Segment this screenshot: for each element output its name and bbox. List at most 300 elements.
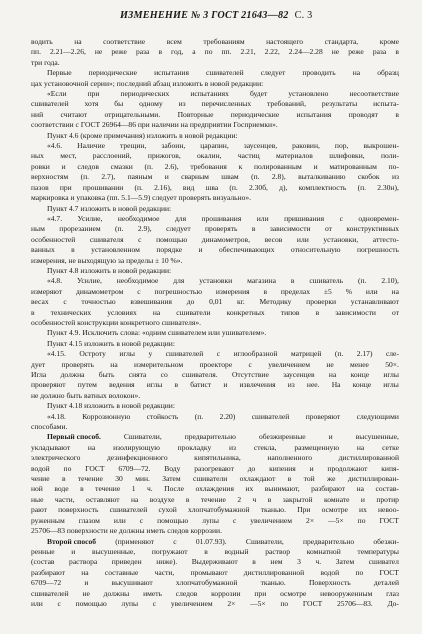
- text-segment: прорезанием: [59, 224, 101, 234]
- text-segment: 2.30б,: [249, 182, 268, 192]
- text-segment: установки,: [323, 234, 359, 244]
- text-segment: устанавливают: [350, 297, 399, 307]
- text-line: [31, 412, 399, 422]
- text-segment: ±5: [323, 286, 332, 296]
- text-segment: 2.7),: [101, 172, 116, 182]
- text-segment: 0,01: [209, 297, 223, 307]
- text-segment: считают: [60, 109, 88, 119]
- text-line: [31, 214, 399, 224]
- text-segment: бы: [114, 99, 124, 109]
- text-line: [31, 131, 399, 141]
- text-segment: кипятильника,: [194, 453, 241, 463]
- text-segment: с: [339, 213, 343, 223]
- text-segment: и: [71, 546, 76, 556]
- text-segment: в: [263, 286, 268, 296]
- text-segment: всем: [166, 37, 182, 46]
- text-segment: сле-: [385, 349, 399, 359]
- text-segment: ГОСТ: [379, 567, 399, 577]
- text-segment: и: [61, 161, 66, 171]
- text-segment: проверки: [306, 297, 337, 307]
- text-segment: кроме: [379, 37, 399, 46]
- text-segment: конце: [350, 370, 370, 379]
- text-segment: одновремен-: [358, 213, 399, 223]
- text-segment: менее: [350, 359, 369, 369]
- text-segment: (состав: [31, 557, 55, 567]
- text-segment: хлопчатобумажной: [187, 505, 250, 515]
- text-segment: с: [57, 598, 61, 608]
- text-segment: «Если: [47, 89, 67, 99]
- text-segment: изолирующую: [113, 442, 160, 452]
- text-segment: течение: [77, 474, 103, 484]
- text-segment: Поверхность: [308, 578, 351, 588]
- text-segment: кипя-: [381, 463, 399, 473]
- text-segment: должны: [103, 588, 130, 598]
- text-segment: глазом: [78, 515, 100, 525]
- text-segment: шва: [205, 182, 219, 192]
- text-segment: коррозии: [211, 588, 241, 598]
- text-segment: и: [198, 245, 203, 255]
- text-segment: Пункт 4.9. Исключить слова: «одним сшивателем или ушивателем».: [47, 328, 267, 338]
- text-segment: батист: [190, 380, 212, 390]
- text-segment: сшиватель: [309, 276, 344, 286]
- text-segment: Затем: [335, 557, 355, 567]
- text-segment: стандарта,: [324, 37, 359, 46]
- text-segment: со: [160, 370, 168, 379]
- text-segment: иглы: [383, 370, 399, 379]
- text-segment: тканью.: [260, 505, 286, 515]
- text-segment: на: [110, 359, 118, 369]
- text-segment: воде: [54, 484, 69, 494]
- text-segment: конкретных: [226, 307, 265, 317]
- text-segment: относительную: [290, 245, 341, 255]
- text-segment: течение: [95, 484, 121, 494]
- text-segment: пп.: [221, 47, 232, 57]
- text-segment: ч: [252, 494, 257, 504]
- text-segment: нее.: [306, 380, 320, 390]
- text-segment: невооруженным: [320, 588, 373, 598]
- page-number: С. 3: [294, 10, 313, 21]
- text-segment: в: [71, 245, 75, 255]
- text-segment: сшивателя: [89, 234, 124, 244]
- text-segment: Сшиватели,: [123, 432, 162, 442]
- text-segment: разбирают: [31, 567, 65, 577]
- text-segment: сшивателей: [165, 349, 204, 359]
- text-segment: погрешность: [357, 245, 399, 255]
- text-segment: ч.: [146, 484, 153, 494]
- text-segment: для: [173, 276, 185, 286]
- text-segment: поли-: [380, 151, 399, 161]
- text-line: [31, 151, 399, 161]
- text-segment: ные: [31, 494, 44, 504]
- text-segment: с: [173, 536, 177, 546]
- text-segment: 25706—83.: [336, 598, 373, 608]
- text-segment: и: [360, 494, 365, 504]
- text-segment: типов: [280, 307, 300, 317]
- text-segment: в: [315, 307, 320, 317]
- text-segment: высушенные,: [355, 432, 399, 442]
- text-segment: требований,: [267, 99, 306, 109]
- text-segment: особенностей: [31, 234, 76, 244]
- text-segment: динамометром: [75, 286, 124, 296]
- text-line: [31, 266, 399, 276]
- text-segment: дистиллированной: [338, 453, 399, 463]
- text-segment: «4.7.: [47, 213, 63, 223]
- text-segment: швам: [221, 172, 239, 182]
- text-segment: полированным: [254, 161, 302, 171]
- text-segment: 50×.: [385, 359, 399, 369]
- text-segment: комнатной: [306, 546, 341, 556]
- text-segment: паяным: [127, 172, 153, 182]
- text-segment: прокладку: [177, 442, 212, 452]
- text-segment: проверяют: [31, 380, 66, 390]
- text-segment: погружают: [151, 546, 188, 556]
- text-segment: быть: [98, 370, 115, 379]
- text-segment: высушенные,: [92, 546, 136, 556]
- text-segment: соответствие: [103, 37, 146, 46]
- text-segment: ГОСТ: [302, 598, 323, 608]
- text-segment: вынимают,: [264, 484, 300, 494]
- text-segment: снята: [128, 370, 147, 379]
- text-segment: магазина: [247, 276, 277, 286]
- text-segment: сшивателей: [31, 99, 69, 109]
- text-segment: при: [254, 588, 267, 598]
- text-line: [31, 193, 399, 203]
- text-segment: погрешностью: [154, 286, 203, 296]
- text-segment: следов: [175, 588, 198, 598]
- text-segment: в: [174, 380, 179, 390]
- text-segment: 2: [237, 494, 242, 504]
- text-line: [31, 287, 399, 297]
- text-segment: матированным: [329, 161, 377, 171]
- text-line: [31, 79, 399, 89]
- text-line: [31, 256, 399, 266]
- text-line: [31, 568, 399, 578]
- document-body: [31, 37, 399, 609]
- text-segment: обеспечивающих: [218, 245, 275, 255]
- text-line: [31, 89, 399, 99]
- text-line: [31, 224, 399, 234]
- text-line: [31, 235, 399, 245]
- text-segment: 2×: [306, 515, 315, 525]
- text-segment: Игла: [31, 370, 47, 379]
- text-segment: с: [216, 349, 221, 359]
- text-segment: следующими: [356, 411, 399, 421]
- text-segment: отрицательными.: [104, 109, 161, 119]
- text-segment: мин.: [135, 474, 150, 484]
- text-segment: дистиллированной: [243, 567, 305, 577]
- text-segment: водный: [224, 546, 249, 556]
- text-segment: (п.: [229, 182, 238, 192]
- text-segment: (п.: [80, 172, 90, 182]
- text-segment: и: [84, 578, 89, 588]
- text-segment: для: [174, 213, 187, 223]
- text-segment: особенностей конструкции конкретного сшивателя».: [31, 317, 202, 327]
- text-segment: 2.8),: [271, 172, 286, 182]
- text-segment: Пункт 4.8 изложить в новой редакции:: [47, 265, 172, 275]
- text-segment: технических: [50, 307, 92, 317]
- text-segment: предварительно: [302, 536, 355, 546]
- text-segment: с: [63, 297, 67, 307]
- text-segment: обезжи-: [373, 536, 399, 546]
- text-segment: Пункт 4.15 изложить в новой редакции:: [47, 338, 175, 348]
- text-segment: составные: [104, 567, 139, 577]
- text-segment: испытаниях: [190, 89, 229, 99]
- text-segment: пределах: [280, 286, 311, 296]
- text-segment: охлаждения: [195, 484, 234, 494]
- text-segment: лупы: [202, 515, 219, 525]
- text-segment: следов: [77, 161, 99, 171]
- text-line: [31, 589, 399, 599]
- text-segment: Пункт 4.7 изложить в новой редакции:: [47, 203, 172, 213]
- text-segment: электрического: [31, 453, 81, 463]
- text-line: [31, 484, 399, 494]
- text-line: [31, 505, 399, 515]
- text-line: [31, 516, 399, 526]
- text-segment: способами.: [31, 422, 68, 432]
- text-segment: реже: [111, 47, 127, 57]
- text-segment: %: [345, 286, 352, 296]
- text-segment: необходимое: [117, 213, 160, 223]
- text-segment: проекторе: [199, 359, 233, 369]
- text-segment: Остроту: [79, 349, 106, 359]
- text-segment: с: [248, 359, 252, 369]
- text-segment: или: [256, 213, 269, 223]
- text-segment: сшивателей: [31, 588, 69, 598]
- text-segment: заусенцев: [283, 370, 315, 379]
- text-segment: сухой: [158, 505, 177, 515]
- text-segment: с: [137, 286, 141, 296]
- text-line: [31, 557, 399, 567]
- text-segment: измерительном: [134, 359, 184, 369]
- text-segment: с: [232, 515, 237, 525]
- text-segment: 2.20): [219, 411, 236, 421]
- text-segment: ГОСТ: [379, 515, 399, 525]
- text-segment: из: [178, 99, 186, 109]
- text-segment: невоо-: [378, 505, 399, 515]
- text-segment: осмотре: [280, 588, 307, 598]
- text-line: [31, 110, 399, 120]
- text-segment: (п.: [251, 172, 260, 182]
- text-segment: извлечения: [239, 380, 276, 390]
- text-segment: Наличие: [77, 141, 105, 151]
- text-segment: помощью: [75, 598, 107, 608]
- text-segment: установлено: [288, 89, 329, 99]
- text-segment: испыта-: [373, 99, 399, 109]
- text-line: [31, 297, 399, 307]
- text-segment: предварительно: [184, 432, 236, 442]
- text-segment: реже: [348, 47, 364, 57]
- text-segment: иглы: [383, 380, 399, 390]
- text-segment: из: [391, 172, 399, 182]
- text-segment: в: [80, 484, 84, 494]
- text-segment: условиях: [107, 307, 137, 317]
- text-segment: течение: [200, 494, 226, 504]
- text-segment: будет: [249, 89, 268, 99]
- text-segment: «4.15.: [47, 349, 66, 359]
- text-segment: цах установочной серии»; последний абзац изложить в новой редакции:: [31, 78, 264, 88]
- text-line: [31, 370, 399, 380]
- text-segment: частиц: [237, 151, 260, 161]
- text-segment: маркировка и упаковка (пп. 5.1—5.9) следует проверять визуально».: [31, 193, 252, 203]
- text-segment: раковин,: [292, 141, 320, 151]
- text-segment: (п.: [194, 411, 204, 421]
- text-segment: периодические: [88, 68, 138, 78]
- text-segment: 2.9),: [137, 224, 152, 234]
- text-segment: раза: [372, 47, 387, 57]
- text-line: [31, 474, 399, 484]
- text-segment: (п.: [115, 224, 124, 234]
- text-segment: в: [31, 307, 35, 317]
- text-segment: сшивателя.: [182, 370, 218, 379]
- text-segment: д),: [279, 182, 288, 192]
- text-segment: в: [395, 47, 399, 57]
- text-segment: лупы: [121, 598, 139, 608]
- text-segment: требованиям: [203, 37, 245, 46]
- text-segment: руженным: [31, 515, 65, 525]
- text-line: [31, 537, 399, 547]
- text-segment: от: [392, 307, 399, 317]
- text-segment: Методику: [259, 297, 292, 307]
- text-segment: расслоений,: [92, 151, 132, 161]
- text-line: [31, 391, 399, 401]
- text-segment: хлопчатобумажной: [175, 578, 238, 588]
- text-segment: На: [331, 380, 341, 390]
- text-segment: конце: [352, 380, 372, 390]
- text-segment: прижогов,: [147, 151, 181, 161]
- text-segment: высушивают: [111, 578, 153, 588]
- text-segment: весах: [31, 297, 49, 307]
- text-segment: комплектность: [298, 182, 347, 192]
- text-segment: помощью: [157, 515, 189, 525]
- text-segment: дезинфекционного: [106, 453, 168, 463]
- text-segment: сшиватели: [193, 474, 228, 484]
- text-segment: (применяют: [115, 536, 155, 546]
- text-segment: пазов: [31, 182, 49, 192]
- text-segment: 2.21,: [240, 47, 256, 57]
- text-segment: продолжают: [327, 463, 368, 473]
- text-segment: Первые: [47, 68, 72, 78]
- text-segment: 2×: [227, 598, 236, 608]
- text-segment: а: [192, 47, 196, 57]
- text-segment: промывают: [190, 567, 228, 577]
- text-segment: водить: [31, 37, 53, 46]
- text-segment: воздухе: [149, 494, 175, 504]
- text-segment: несоответствие: [349, 89, 399, 99]
- text-segment: Пункт 4.18 изложить в новой редакции:: [47, 401, 175, 411]
- text-segment: ванных: [31, 245, 55, 255]
- text-segment: по: [357, 515, 366, 525]
- text-segment: периодические: [230, 109, 280, 119]
- text-segment: в: [287, 474, 292, 484]
- text-segment: ным: [31, 224, 45, 234]
- text-segment: раствор: [265, 546, 291, 556]
- text-segment: три года.: [31, 57, 60, 67]
- text-segment: на: [356, 442, 365, 452]
- text-segment: следует: [260, 68, 286, 78]
- text-segment: разбирают: [311, 484, 346, 494]
- text-segment: ч.: [315, 557, 322, 567]
- text-segment: ниже).: [156, 557, 178, 567]
- text-segment: 2.10),: [381, 276, 399, 286]
- text-segment: (п.: [334, 349, 344, 359]
- text-segment: 2.30н),: [377, 182, 399, 192]
- text-line: [31, 141, 399, 151]
- text-segment: выталкиванию: [298, 172, 346, 182]
- text-segment: сшиватели: [176, 307, 211, 317]
- text-segment: на: [74, 37, 82, 46]
- text-segment: глаз: [386, 588, 399, 598]
- text-segment: Усилие,: [77, 213, 103, 223]
- text-segment: проводят: [348, 109, 378, 119]
- text-segment: скобок: [357, 172, 380, 182]
- text-line: [31, 328, 399, 338]
- text-segment: поверхность: [58, 505, 99, 515]
- text-segment: комнате: [323, 494, 350, 504]
- text-segment: до: [247, 463, 256, 473]
- text-segment: измерения, не выходящую за пределы ± 10 %».: [31, 255, 183, 265]
- text-segment: оставляют: [86, 494, 120, 504]
- text-segment: Второй способ: [47, 536, 96, 546]
- text-line: [31, 547, 399, 557]
- text-segment: ных: [31, 151, 44, 161]
- text-segment: иметь: [143, 588, 162, 598]
- text-segment: не: [94, 47, 103, 57]
- text-segment: по: [280, 598, 289, 608]
- text-line: [31, 432, 399, 442]
- text-segment: ГОСТ: [85, 463, 105, 473]
- text-segment: 6709—72.: [118, 463, 151, 473]
- text-segment: (п.: [357, 182, 367, 192]
- text-segment: размещенную: [294, 442, 340, 452]
- text-segment: «4.18.: [47, 411, 66, 421]
- text-line: [31, 245, 399, 255]
- text-segment: или: [296, 234, 309, 244]
- text-segment: на: [391, 286, 399, 296]
- text-segment: разогревают: [194, 463, 234, 473]
- text-segment: и: [313, 161, 318, 171]
- text-segment: укладывают: [31, 442, 71, 452]
- text-line: [31, 58, 399, 68]
- text-line: [31, 495, 399, 505]
- text-segment: испытания: [154, 68, 189, 78]
- document-title: ИЗМЕНЕНИЕ № 3 ГОСТ 21643—82: [120, 10, 289, 21]
- text-segment: к: [238, 161, 243, 171]
- text-segment: пп.: [31, 47, 41, 57]
- text-segment: проверять: [205, 224, 238, 234]
- text-segment: царапин,: [200, 141, 229, 151]
- text-segment: их: [359, 505, 367, 515]
- text-segment: и: [328, 432, 333, 442]
- text-segment: 2.22,: [264, 47, 280, 57]
- text-segment: После: [164, 484, 185, 494]
- text-segment: кипения: [269, 463, 296, 473]
- text-segment: из: [287, 380, 295, 390]
- text-segment: или: [365, 286, 378, 296]
- text-segment: трещин,: [120, 141, 147, 151]
- text-segment: аттесто-: [372, 234, 399, 244]
- text-line: [31, 578, 399, 588]
- text-segment: выкрошен-: [363, 141, 399, 151]
- text-segment: зависимости: [335, 307, 376, 317]
- text-segment: Коррозионную: [82, 411, 131, 421]
- text-segment: увеличением: [170, 598, 213, 608]
- text-segment: в: [251, 224, 256, 234]
- text-segment: вид: [182, 182, 195, 192]
- text-segment: на: [152, 307, 161, 317]
- text-segment: динамометров,: [201, 234, 250, 244]
- text-segment: зависимости: [269, 224, 311, 234]
- text-segment: части,: [54, 494, 75, 504]
